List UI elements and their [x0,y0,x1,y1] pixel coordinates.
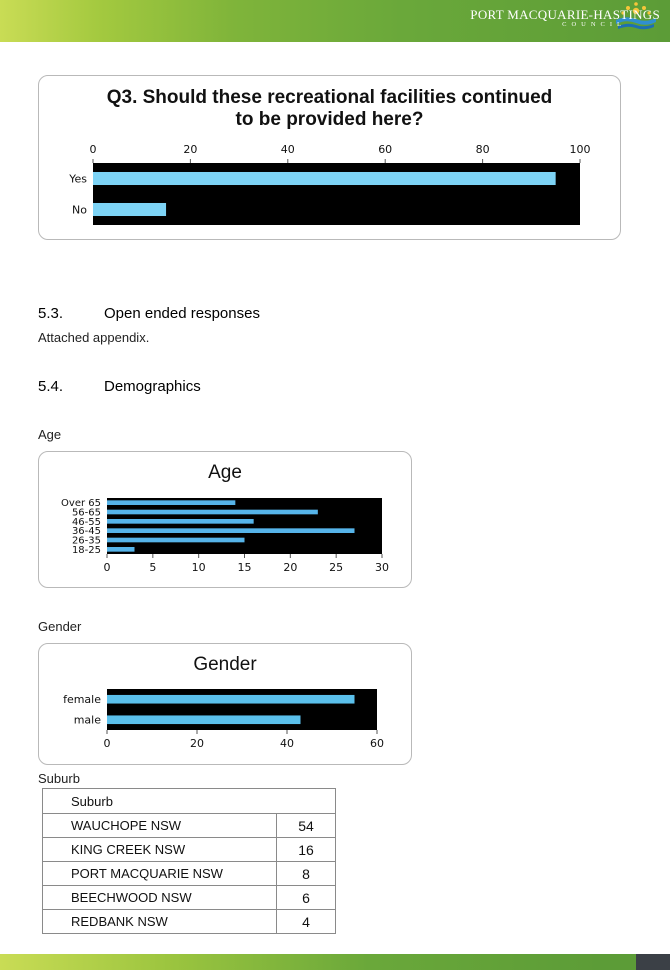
bar-yes [93,172,556,185]
suburb-label: Suburb [38,771,80,786]
page-number-tab [636,954,670,970]
suburb-count-cell: 6 [277,886,336,910]
q3-chart [38,75,621,240]
suburb-name-cell: PORT MACQUARIE NSW [43,862,277,886]
q3-title-line2: to be provided here? [235,109,424,130]
category-label: 26-35 [71,535,101,547]
suburb-table [42,788,336,934]
bar-female [107,695,355,704]
tick-label: 5 [149,561,157,574]
bar-18-25 [107,547,135,552]
suburb-count-cell: 16 [277,838,336,862]
suburb-count-cell: 4 [277,910,336,934]
category-label: Over 65 [61,498,101,510]
gender-chart-title: Gender [193,654,257,675]
bar-36-45 [107,528,355,533]
suburb-count-cell: 54 [277,814,336,838]
suburb-name-cell: WAUCHOPE NSW [43,814,277,838]
age-chart [38,451,412,588]
tick-label: 60 [378,143,393,156]
tick-label: 20 [190,737,204,750]
header-banner [0,0,670,42]
tick-label: 0 [103,737,111,750]
category-label: 18-25 [71,544,101,556]
age-chart-title: Age [208,462,242,483]
section-number: 5.3. [38,305,64,322]
appendix-text: Attached appendix. [38,330,150,345]
logo-subtext: COUNCIL [562,21,626,28]
bar-46-55 [107,519,254,524]
tick-label: 60 [370,737,384,750]
category-label: Yes [69,172,87,186]
tick-label: 100 [569,143,591,156]
gender-chart [38,643,412,765]
tick-label: 40 [280,737,294,750]
section-title: Open ended responses [104,305,260,322]
gender-plot [39,644,411,764]
tick-label: 20 [283,561,298,574]
category-label: No [72,203,87,217]
q3-plot [39,76,620,239]
tick-label: 30 [375,561,389,574]
section-title: Demographics [104,378,201,395]
tick-label: 0 [103,561,111,574]
bar-no [93,203,166,216]
suburb-name-cell: BEECHWOOD NSW [43,886,277,910]
category-label: female [63,693,101,707]
gender-label: Gender [38,619,82,634]
category-label: 36-45 [71,526,101,538]
bar-56-65 [107,510,318,515]
suburb-name-cell: KING CREEK NSW [43,838,277,862]
plot-area [107,498,382,554]
tick-label: 10 [191,561,206,574]
table-row [43,862,336,886]
age-plot [39,452,411,587]
category-label: 56-65 [71,507,101,519]
tick-label: 80 [475,143,490,156]
bar-26-35 [107,538,245,543]
section-number: 5.4. [38,378,64,395]
bar-over-65 [107,500,235,505]
table-row [43,910,336,934]
bar-male [107,715,301,724]
table-row [43,814,336,838]
logo-text: PORT MACQUARIE-HASTINGS [470,7,660,22]
tick-label: 25 [329,561,344,574]
age-label: Age [38,427,62,442]
tick-label: 20 [183,143,198,156]
tick-label: 15 [237,561,252,574]
category-label: 46-55 [71,516,101,528]
footer-banner [0,954,670,970]
table-header-cell: Suburb [43,789,336,814]
table-header-row [43,789,336,814]
table-row [43,838,336,862]
q3-title-line1: Q3. Should these recreational facilities continued [106,87,553,108]
suburb-count-cell: 8 [277,862,336,886]
category-label: male [73,713,101,727]
suburb-name-cell: REDBANK NSW [43,910,277,934]
table-row [43,886,336,910]
tick-label: 0 [89,143,97,156]
tick-label: 40 [280,143,295,156]
